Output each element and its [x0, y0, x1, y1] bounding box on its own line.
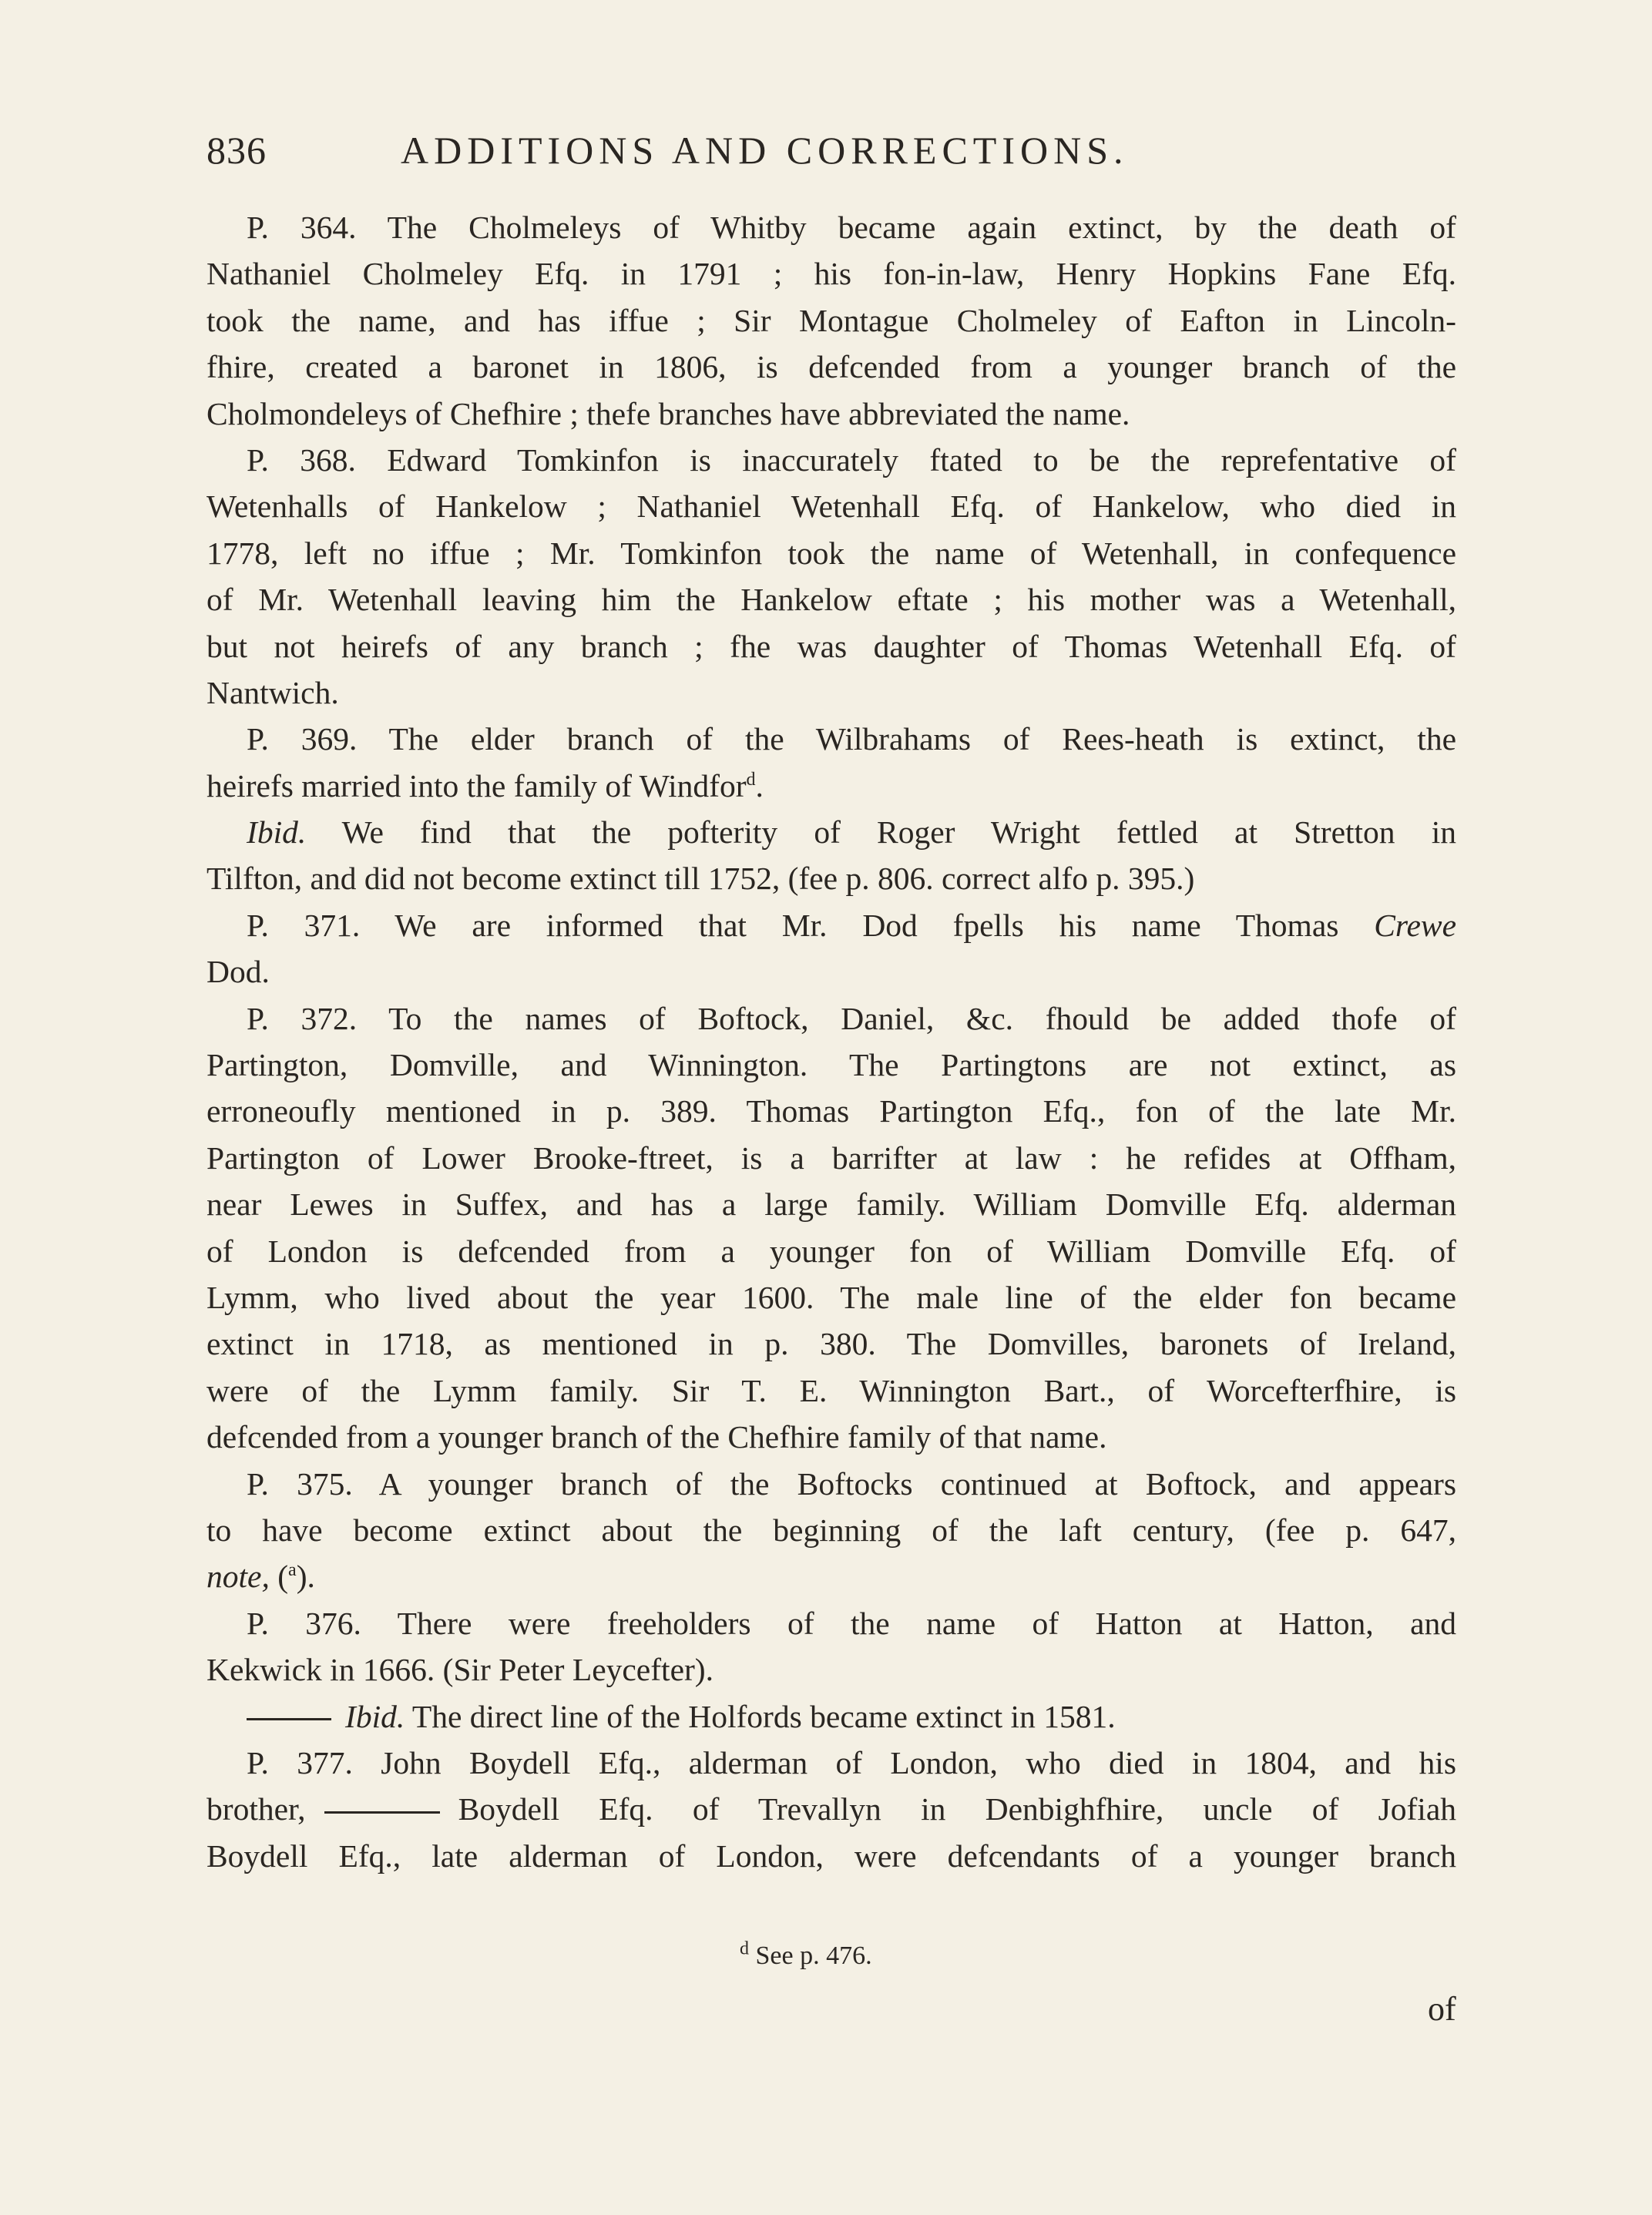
text-line [206, 1181, 1456, 1227]
text-line [206, 948, 1456, 995]
text-line [206, 344, 1456, 390]
footnote-text: See p. 476. [755, 1941, 872, 1970]
line-text: Boydell Efq., late alderman of London, were defcendants of a younger branch [206, 1837, 1456, 1874]
italic-suffix: Crewe [1374, 907, 1457, 943]
footnote [740, 1938, 872, 1971]
line-text: Nathaniel Cholmeley Efq. in 1791 ; his fon-in-law, Henry Hopkins Fane Efq. [206, 256, 1456, 292]
text-line [206, 1228, 1456, 1274]
text-line [206, 1833, 1456, 1879]
running-title: ADDITIONS AND CORRECTIONS. [401, 129, 1129, 172]
text-line [206, 391, 1456, 437]
line-text: P. 371. We are informed that Mr. Dod fpells his name Thomas [247, 907, 1339, 943]
blank-name-dash [324, 1811, 440, 1814]
text-line [206, 855, 1456, 901]
line-text: P. 372. To the names of Boftock, Daniel, &c. fhould be added thofe of [247, 1000, 1456, 1036]
line-text: P. 364. The Cholmeleys of Whitby became again extinct, by the death of [247, 210, 1456, 245]
line-text: erroneoufly mentioned in p. 389. Thomas Partington Efq., fon of the late Mr. [206, 1093, 1456, 1129]
ditto-dash [247, 1718, 331, 1720]
line-suffix: . [755, 767, 764, 804]
text-line [206, 716, 1456, 762]
line-text: Partington of Lower Brooke-ftreet, is a barrifter at law : he refides at Offham, [206, 1139, 1456, 1176]
line-text: Kekwick in 1666. (Sir Peter Leycefter). [206, 1652, 714, 1688]
text-line [206, 250, 1456, 297]
text-line [206, 437, 1456, 483]
italic-prefix: note, [206, 1559, 270, 1595]
text-line [206, 1600, 1456, 1646]
line-text: Tilfton, and did not become extinct till 1752, (fee p. 806. correct alfo p. 395.) [206, 861, 1195, 897]
text-line [206, 1368, 1456, 1414]
line-text: 1778, left no iffue ; Mr. Tomkinfon took the name of Wetenhall, in confequence [206, 535, 1456, 571]
footnote-reference: a [288, 1560, 297, 1581]
line-text: took the name, and has iffue ; Sir Montague Cholmeley of Eafton in Lincoln- [206, 302, 1456, 338]
text-line [206, 297, 1456, 344]
text-line [206, 623, 1456, 670]
text-line [206, 1740, 1456, 1786]
line-text: heirefs married into the family of Windfor [206, 767, 747, 804]
text-line [206, 483, 1456, 529]
text-line [206, 1135, 1456, 1181]
line-text: brother, [206, 1791, 306, 1827]
catchword: of [1428, 1990, 1456, 2028]
line-text: of Mr. Wetenhall leaving him the Hankelow eftate ; his mother was a Wetenhall, [206, 582, 1456, 618]
line-text: Partington, Domville, and Winnington. The Partingtons are not extinct, as [206, 1047, 1456, 1083]
line-text: P. 377. John Boydell Efq., alderman of London, who died in 1804, and his [247, 1744, 1456, 1780]
line-text: to have become extinct about the beginning of the laft century, (fee p. 647, [206, 1512, 1456, 1548]
italic-prefix: Ibid. [247, 814, 307, 851]
text-line [206, 576, 1456, 623]
text-line [206, 670, 1456, 716]
line-text: We find that the pofterity of Roger Wright fettled at Stretton in [341, 814, 1456, 851]
text-line [206, 530, 1456, 576]
text-line [206, 1042, 1456, 1088]
text-line [206, 995, 1456, 1042]
text-line [206, 1507, 1456, 1553]
text-line [206, 1088, 1456, 1134]
line-text: P. 369. The elder branch of the Wilbrahams of Rees-heath is extinct, the [247, 721, 1456, 757]
line-text: Lymm, who lived about the year 1600. The male line of the elder fon became [206, 1279, 1456, 1315]
text-line [206, 1461, 1456, 1507]
text-line [206, 1646, 1456, 1693]
text-line [206, 1274, 1456, 1321]
line-text: near Lewes in Suffex, and has a large family. William Domville Efq. alderman [206, 1186, 1456, 1223]
page-number: 836 [206, 129, 267, 172]
line-text: but not heirefs of any branch ; fhe was daughter of Thomas Wetenhall Efq. of [206, 628, 1456, 664]
body-text [206, 204, 1456, 1879]
line-text: P. 376. There were freeholders of the name of Hatton at Hatton, and [247, 1605, 1456, 1641]
text-line [206, 1786, 1456, 1832]
text-line [206, 1693, 1456, 1740]
line-text: Dod. [206, 954, 270, 990]
line-text-continued: Boydell Efq. of Trevallyn in Denbighfhire, uncle of Jofiah [458, 1791, 1456, 1827]
line-text: Nantwich. [206, 674, 339, 710]
italic-prefix: Ibid. [345, 1698, 405, 1734]
line-text: Wetenhalls of Hankelow ; Nathaniel Wetenhall Efq. of Hankelow, who died in [206, 488, 1456, 525]
line-text: were of the Lymm family. Sir T. E. Winnington Bart., of Worcefterfhire, is [206, 1372, 1456, 1408]
text-line [206, 809, 1456, 855]
line-text: of London is defcended from a younger fon of William Domville Efq. of [206, 1233, 1456, 1269]
footnote-reference: d [746, 769, 756, 790]
line-text: fhire, created a baronet in 1806, is defcended from a younger branch of the [206, 349, 1456, 385]
text-line [206, 1553, 1456, 1599]
line-text: P. 375. A younger branch of the Boftocks continued at Boftock, and appears [247, 1465, 1456, 1502]
text-line [206, 204, 1456, 250]
text-line [206, 1414, 1456, 1460]
text-line [206, 1321, 1456, 1367]
footnote-marker: d [740, 1938, 749, 1959]
line-text: extinct in 1718, as mentioned in p. 380. The Domvilles, baronets of Ireland, [206, 1326, 1456, 1362]
line-text: The direct line of the Holfords became extinct in 1581. [411, 1698, 1116, 1734]
text-line [206, 902, 1456, 948]
text-line [206, 763, 1456, 809]
line-text: P. 368. Edward Tomkinfon is inaccurately ftated to be the reprefentative of [247, 441, 1456, 478]
line-text: defcended from a younger branch of the Chefhire family of that name. [206, 1419, 1107, 1455]
line-text: Cholmondeleys of Chefhire ; thefe branches have abbreviated the name. [206, 395, 1130, 431]
line-suffix: ). [296, 1559, 315, 1595]
paren-open: ( [277, 1559, 289, 1595]
